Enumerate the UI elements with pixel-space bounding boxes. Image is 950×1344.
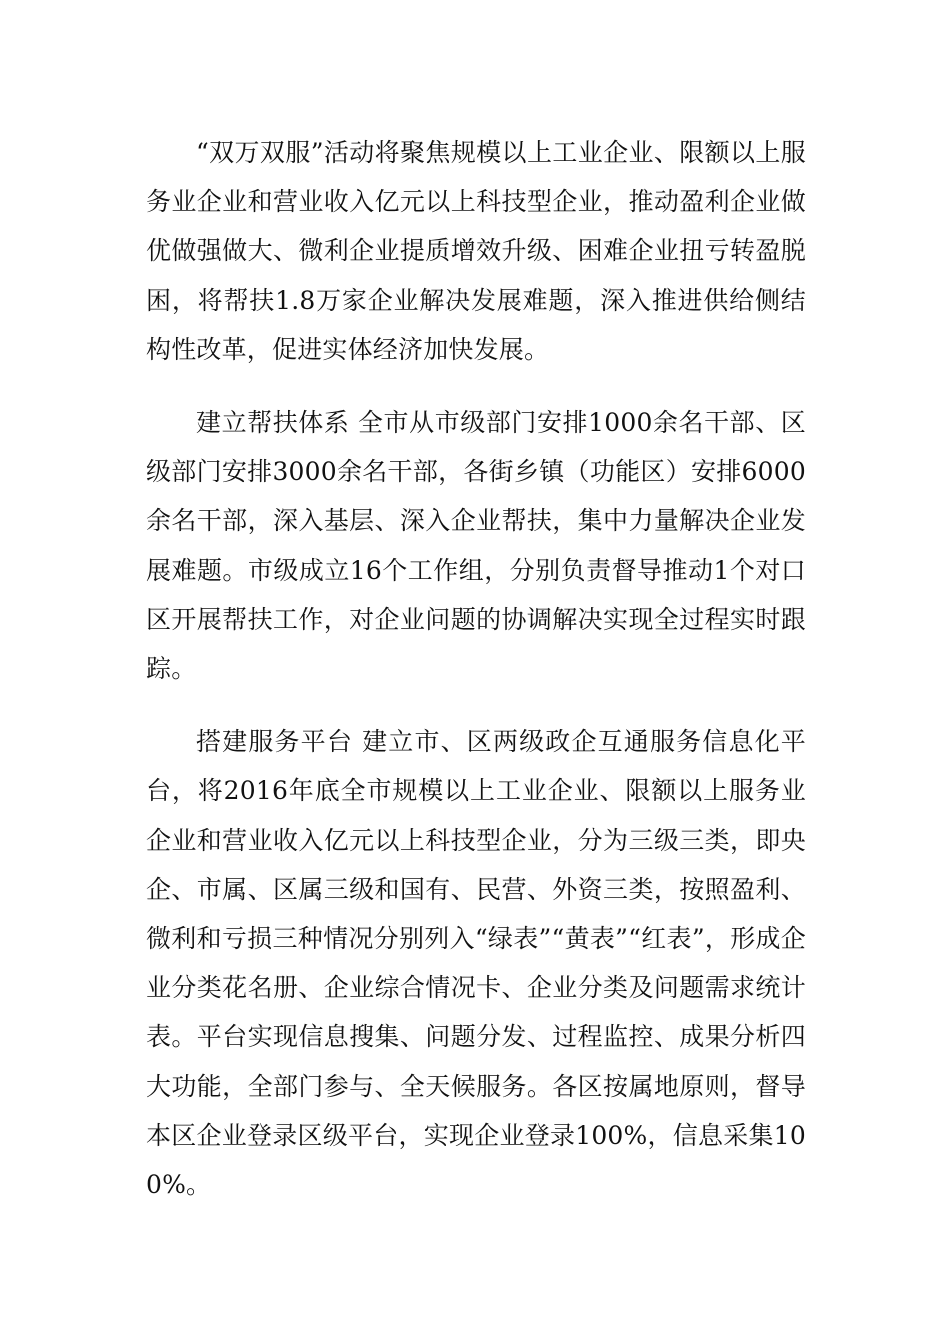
paragraph-service-platform bbox=[146, 717, 806, 1209]
paragraph-intro bbox=[146, 128, 806, 374]
paragraph-text: 建立市、区两级政企互通服务信息化平台，将2016年底全市规模以上工业企业、限额以上服务业企业和营业收入亿元以上科技型企业，分为三级三类，即央企、市属、区属三级和国有、民营、外资三类，按照盈利、微利和亏损三种情况分别列入“绿表”“黄表”“红表”，形成企业分类花名册、企业综合情况卡、企业分类及问题需求统计表。平台实现信息搜集、问题分发、过程监控、成果分析四大功能，全部门参与、全天候服务。各区按属地原则，督导本区企业登录区级平台，实现企业登录100%，信息采集100%。 bbox=[146, 727, 806, 1200]
paragraph-support-system bbox=[146, 398, 806, 693]
document-body bbox=[146, 128, 806, 1209]
paragraph-lead: 建立帮扶体系 bbox=[196, 408, 358, 438]
paragraph-text: 全市从市级部门安排1000余名干部、区级部门安排3000余名干部，各街乡镇（功能区）安排6000余名干部，深入基层、深入企业帮扶，集中力量解决企业发展难题。市级成立16个工作组，分别负责督导推动1个对口区开展帮扶工作，对企业问题的协调解决实现全过程实时跟踪。 bbox=[146, 408, 806, 684]
paragraph-text: “双万双服”活动将聚焦规模以上工业企业、限额以上服务业企业和营业收入亿元以上科技型企业，推动盈利企业做优做强做大、微利企业提质增效升级、困难企业扭亏转盈脱困，将帮扶1.8万家企业解决发展难题，深入推进供给侧结构性改革，促进实体经济加快发展。 bbox=[146, 138, 806, 364]
paragraph-lead: 搭建服务平台 bbox=[196, 727, 363, 757]
